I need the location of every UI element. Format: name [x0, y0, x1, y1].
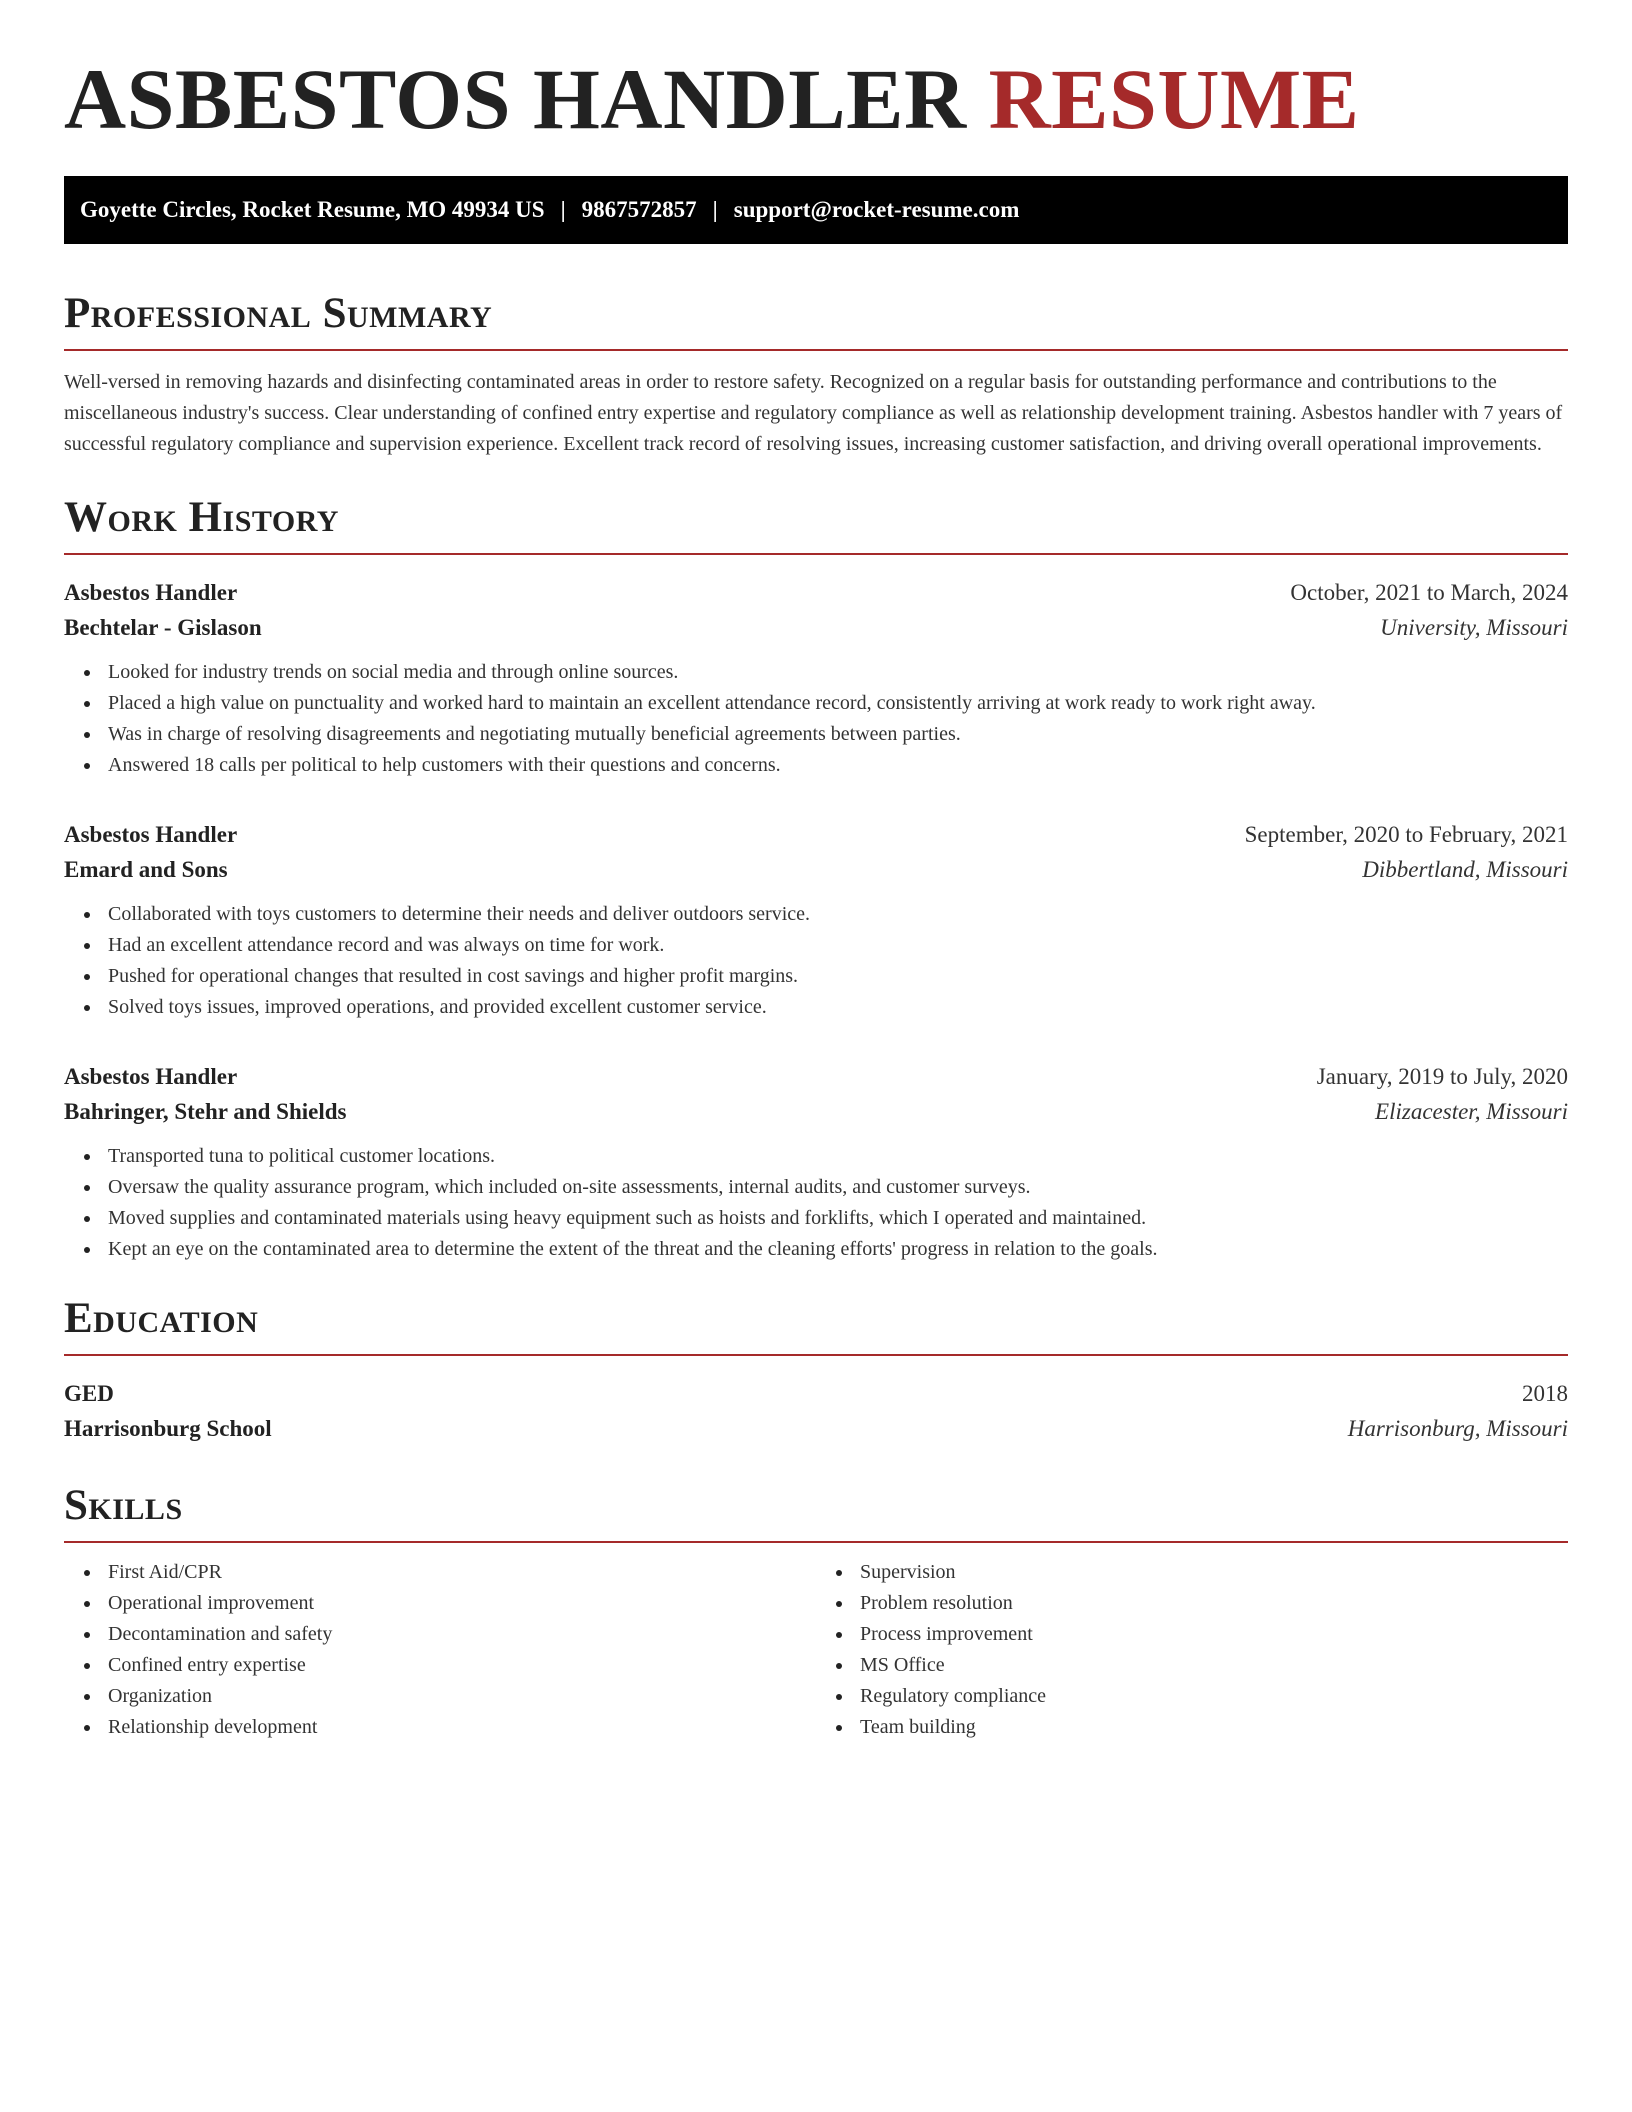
skill-item: Decontamination and safety — [108, 1619, 816, 1650]
contact-address: Goyette Circles, Rocket Resume, MO 49934 US — [80, 197, 545, 222]
job-bullet: Oversaw the quality assurance program, which included on-site assessments, internal audits, and customer surveys. — [108, 1172, 1568, 1203]
skill-item: Process improvement — [860, 1619, 1568, 1650]
contact-separator: | — [560, 197, 566, 222]
job-title: Asbestos Handler — [64, 822, 238, 847]
skill-item: Operational improvement — [108, 1588, 816, 1619]
job-location: University, Missouri — [1380, 615, 1568, 640]
skills-list-right — [816, 1557, 1568, 1743]
job-location: Dibbertland, Missouri — [1362, 857, 1568, 882]
skill-item: Confined entry expertise — [108, 1650, 816, 1681]
skills-list-left — [64, 1557, 816, 1743]
job-bullets — [64, 657, 1568, 781]
contact-phone: 9867572857 — [581, 197, 697, 222]
skill-item: Team building — [860, 1712, 1568, 1743]
job-company: Bahringer, Stehr and Shields — [64, 1099, 347, 1124]
job-location: Elizacester, Missouri — [1375, 1099, 1568, 1124]
education-location: Harrisonburg, Missouri — [1347, 1416, 1568, 1441]
contact-separator: | — [712, 197, 718, 222]
job-dates: January, 2019 to July, 2020 — [1316, 1064, 1568, 1089]
resume-title — [64, 51, 1568, 147]
skill-item: Regulatory compliance — [860, 1681, 1568, 1712]
education-entry — [64, 1376, 1568, 1446]
skill-item: Relationship development — [108, 1712, 816, 1743]
skills-grid — [64, 1557, 1568, 1743]
skills-column-left — [64, 1557, 816, 1743]
summary-heading: Professional Summary — [64, 292, 1568, 351]
job-entry — [64, 817, 1568, 1023]
job-bullet: Looked for industry trends on social media and through online sources. — [108, 657, 1568, 688]
contact-bar — [64, 176, 1568, 244]
job-bullet: Collaborated with toys customers to determine their needs and deliver outdoors service. — [108, 899, 1568, 930]
work-history-heading: Work History — [64, 496, 1568, 555]
title-main: ASBESTOS HANDLER — [64, 51, 967, 147]
job-dates: October, 2021 to March, 2024 — [1290, 580, 1568, 605]
job-entry — [64, 1059, 1568, 1265]
title-accent: RESUME — [988, 51, 1360, 147]
job-entry — [64, 575, 1568, 781]
job-bullet: Answered 18 calls per political to help customers with their questions and concerns. — [108, 750, 1568, 781]
skill-item: Supervision — [860, 1557, 1568, 1588]
job-bullet: Placed a high value on punctuality and worked hard to maintain an excellent attendance record, consistently arriving at work ready to work right away. — [108, 688, 1568, 719]
education-degree-row — [64, 1376, 1568, 1411]
skills-heading: Skills — [64, 1484, 1568, 1543]
job-company-row — [64, 1094, 1568, 1129]
summary-section — [64, 292, 1568, 460]
education-degree: GED — [64, 1381, 114, 1406]
skill-item: First Aid/CPR — [108, 1557, 816, 1588]
skills-section — [64, 1484, 1568, 1743]
job-bullet: Had an excellent attendance record and was always on time for work. — [108, 930, 1568, 961]
job-bullet: Was in charge of resolving disagreements and negotiating mutually beneficial agreements between parties. — [108, 719, 1568, 750]
job-company-row — [64, 610, 1568, 645]
education-school: Harrisonburg School — [64, 1416, 272, 1441]
education-year: 2018 — [1522, 1381, 1568, 1406]
job-bullets — [64, 899, 1568, 1023]
job-bullet: Solved toys issues, improved operations, and provided excellent customer service. — [108, 992, 1568, 1023]
job-title-row — [64, 1059, 1568, 1094]
job-company: Emard and Sons — [64, 857, 228, 882]
skills-column-right — [816, 1557, 1568, 1743]
skill-item: Problem resolution — [860, 1588, 1568, 1619]
job-title-row — [64, 817, 1568, 852]
contact-email: support@rocket-resume.com — [733, 197, 1020, 222]
summary-text: Well-versed in removing hazards and disinfecting contaminated areas in order to restore safety. Recognized on a regular basis for outstanding performance and contributions to the miscellaneous industry's success. Clear understanding of confined entry expertise and regulatory compliance as well as relationship development training. Asbestos handler with 7 years of successful regulatory compliance and supervision experience. Excellent track record of resolving issues, increasing customer satisfaction, and driving overall operational improvements. — [64, 371, 1563, 455]
job-title-row — [64, 575, 1568, 610]
job-bullets — [64, 1141, 1568, 1265]
job-company-row — [64, 852, 1568, 887]
education-heading: Education — [64, 1297, 1568, 1356]
education-section — [64, 1297, 1568, 1446]
education-school-row — [64, 1411, 1568, 1446]
skill-item: MS Office — [860, 1650, 1568, 1681]
skill-item: Organization — [108, 1681, 816, 1712]
job-bullet: Pushed for operational changes that resulted in cost savings and higher profit margins. — [108, 961, 1568, 992]
job-title: Asbestos Handler — [64, 580, 238, 605]
job-company: Bechtelar - Gislason — [64, 615, 262, 640]
job-dates: September, 2020 to February, 2021 — [1244, 822, 1568, 847]
job-bullet: Kept an eye on the contaminated area to determine the extent of the threat and the cleaning efforts' progress in relation to the goals. — [108, 1234, 1568, 1265]
job-title: Asbestos Handler — [64, 1064, 238, 1089]
job-bullet: Moved supplies and contaminated materials using heavy equipment such as hoists and forklifts, which I operated and maintained. — [108, 1203, 1568, 1234]
job-bullet: Transported tuna to political customer locations. — [108, 1141, 1568, 1172]
work-history-section — [64, 496, 1568, 1265]
